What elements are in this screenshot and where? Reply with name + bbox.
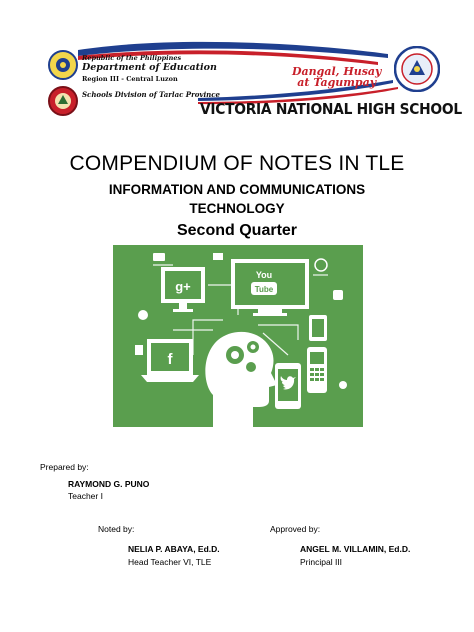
subject-line-2: TECHNOLOGY <box>189 201 285 216</box>
department-text: Department of Education <box>82 62 217 73</box>
motto-line-2: at Tagumpay <box>297 76 377 89</box>
motto-line-1: Dangal, Husay <box>292 65 382 78</box>
school-seal-icon <box>394 46 440 92</box>
facebook-label: f <box>167 351 173 368</box>
deped-seal-icon <box>48 50 78 80</box>
quarter-label: Second Quarter <box>176 222 298 239</box>
prepared-by-position: Teacher I <box>68 491 103 501</box>
subject-line-1: INFORMATION AND COMMUNICATIONS <box>108 182 366 197</box>
youtube-label-2: Tube <box>254 285 274 294</box>
republic-text: Republic of the Philippines <box>82 54 182 62</box>
twitter-phone-icon <box>275 363 301 409</box>
gplus-label: g+ <box>175 279 191 294</box>
school-motto <box>292 66 381 88</box>
noted-by-label: Noted by: <box>98 524 135 534</box>
noted-by-name: NELIA P. ABAYA, Ed.D. <box>128 544 220 554</box>
prepared-by-label: Prepared by: <box>40 462 89 472</box>
school-name: VICTORIA NATIONAL HIGH SCHOOL <box>200 100 462 118</box>
ict-illustration <box>113 245 363 427</box>
head-silhouette-icon <box>205 332 277 427</box>
division-seal-icon <box>48 86 78 116</box>
division-text: Schools Division of Tarlac Province <box>82 90 220 99</box>
prepared-by-name: RAYMOND G. PUNO <box>68 479 150 489</box>
mobile-phone-icon <box>307 347 327 393</box>
approved-by-label: Approved by: <box>270 524 321 534</box>
noted-by-position: Head Teacher VI, TLE <box>128 557 212 567</box>
ict-illustration-graphic <box>113 245 363 427</box>
document-title: COMPENDIUM OF NOTES IN TLE <box>69 152 405 175</box>
approved-by-name: ANGEL M. VILLAMIN, Ed.D. <box>300 544 411 554</box>
tablet-icon <box>309 315 327 341</box>
approved-by-position: Principal III <box>300 557 343 567</box>
header-banner <box>48 40 462 126</box>
region-text: Region III - Central Luzon <box>82 75 178 83</box>
youtube-label-1: You <box>255 270 273 280</box>
